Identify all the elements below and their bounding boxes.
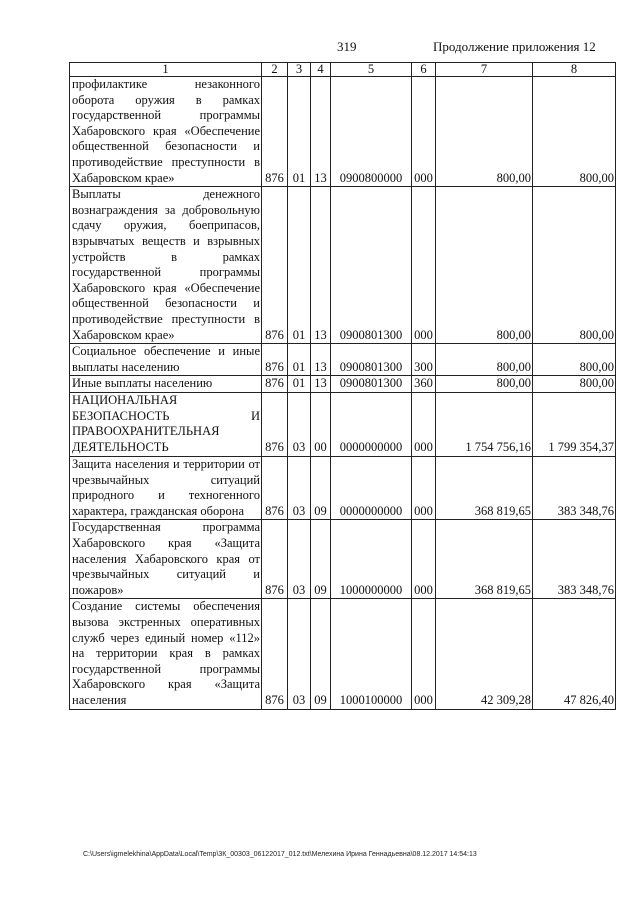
row-amount-2: 800,00 — [533, 187, 616, 344]
column-header: 5 — [331, 63, 412, 77]
row-section: 01 — [288, 376, 311, 393]
table-row — [70, 599, 616, 709]
table-row — [70, 187, 616, 344]
column-header: 4 — [311, 63, 331, 77]
row-name: профилактике незаконного оборота оружия в рамках государственной программы Хабаровского края «Обеспечение общественной безопасности и противодействие преступности в Хабаровском крае» — [70, 77, 262, 187]
row-subsection: 13 — [311, 344, 331, 376]
row-name: Социальное обеспечение и иные выплаты населению — [70, 344, 262, 376]
row-amount-2: 1 799 354,37 — [533, 392, 616, 456]
row-name: Защита населения и территории от чрезвычайных ситуаций природного и техногенного характера, гражданская оборона — [70, 457, 262, 520]
row-section: 01 — [288, 344, 311, 376]
table-row — [70, 392, 616, 456]
table-row — [70, 457, 616, 520]
row-code: 876 — [262, 376, 288, 393]
row-amount-1: 800,00 — [436, 376, 533, 393]
row-target: 1000100000 — [331, 599, 412, 709]
budget-table — [69, 62, 616, 710]
row-code: 876 — [262, 599, 288, 709]
row-amount-1: 368 819,65 — [436, 457, 533, 520]
row-section: 03 — [288, 520, 311, 599]
row-type: 300 — [412, 344, 436, 376]
row-type: 000 — [412, 457, 436, 520]
table-row — [70, 520, 616, 599]
row-target: 0000000000 — [331, 457, 412, 520]
row-name: Иные выплаты населению — [70, 376, 262, 393]
table-row — [70, 376, 616, 393]
row-section: 03 — [288, 457, 311, 520]
row-code: 876 — [262, 457, 288, 520]
row-amount-2: 800,00 — [533, 376, 616, 393]
row-type: 000 — [412, 77, 436, 187]
row-code: 876 — [262, 520, 288, 599]
row-code: 876 — [262, 344, 288, 376]
row-amount-2: 383 348,76 — [533, 457, 616, 520]
row-code: 876 — [262, 187, 288, 344]
row-subsection: 13 — [311, 77, 331, 187]
column-header: 2 — [262, 63, 288, 77]
row-type: 000 — [412, 520, 436, 599]
row-subsection: 00 — [311, 392, 331, 456]
table-header-row — [70, 63, 616, 77]
row-amount-1: 42 309,28 — [436, 599, 533, 709]
appendix-title: Продолжение приложения 12 — [433, 39, 596, 54]
column-header: 8 — [533, 63, 616, 77]
row-subsection: 09 — [311, 599, 331, 709]
row-target: 0900800000 — [331, 77, 412, 187]
row-amount-1: 800,00 — [436, 187, 533, 344]
row-section: 03 — [288, 392, 311, 456]
row-section: 03 — [288, 599, 311, 709]
column-header: 7 — [436, 63, 533, 77]
column-header: 3 — [288, 63, 311, 77]
row-amount-2: 800,00 — [533, 77, 616, 187]
table-row — [70, 344, 616, 376]
row-section: 01 — [288, 77, 311, 187]
page-number: 319 — [337, 39, 357, 54]
row-subsection: 09 — [311, 520, 331, 599]
row-subsection: 09 — [311, 457, 331, 520]
row-amount-1: 800,00 — [436, 77, 533, 187]
row-target: 1000000000 — [331, 520, 412, 599]
row-type: 000 — [412, 599, 436, 709]
row-subsection: 13 — [311, 187, 331, 344]
row-amount-1: 368 819,65 — [436, 520, 533, 599]
row-amount-2: 800,00 — [533, 344, 616, 376]
row-subsection: 13 — [311, 376, 331, 393]
column-header: 6 — [412, 63, 436, 77]
row-code: 876 — [262, 392, 288, 456]
table-row — [70, 77, 616, 187]
row-name: Выплаты денежного вознаграждения за добровольную сдачу оружия, боеприпасов, взрывчатых веществ и взрывных устройств в рамках государственной программы Хабаровского края «Обеспечение общественной безопасности и противодействие преступности в Хабаровском крае» — [70, 187, 262, 344]
row-name: Создание системы обеспечения вызова экстренных оперативных служб через единый номер «112» на территории края в рамках государственной программы Хабаровского края «Защита населения — [70, 599, 262, 709]
row-amount-2: 383 348,76 — [533, 520, 616, 599]
row-amount-1: 800,00 — [436, 344, 533, 376]
row-amount-1: 1 754 756,16 — [436, 392, 533, 456]
row-type: 360 — [412, 376, 436, 393]
row-amount-2: 47 826,40 — [533, 599, 616, 709]
row-target: 0900801300 — [331, 187, 412, 344]
row-type: 000 — [412, 392, 436, 456]
file-path-footer: C:\Users\igmelekhina\AppData\Local\Temp\3К_00303_06122017_012.txt\Мелехина Ирина Геннадьевна\08.12.2017 14:54:13 — [83, 851, 477, 858]
row-name: НАЦИОНАЛЬНАЯ БЕЗОПАСНОСТЬ И ПРАВООХРАНИТЕЛЬНАЯ ДЕЯТЕЛЬНОСТЬ — [70, 392, 262, 456]
row-target: 0900801300 — [331, 344, 412, 376]
row-section: 01 — [288, 187, 311, 344]
row-target: 0900801300 — [331, 376, 412, 393]
row-target: 0000000000 — [331, 392, 412, 456]
row-type: 000 — [412, 187, 436, 344]
column-header: 1 — [70, 63, 262, 77]
row-code: 876 — [262, 77, 288, 187]
row-name: Государственная программа Хабаровского края «Защита населения Хабаровского края от чрезвычайных ситуаций и пожаров» — [70, 520, 262, 599]
